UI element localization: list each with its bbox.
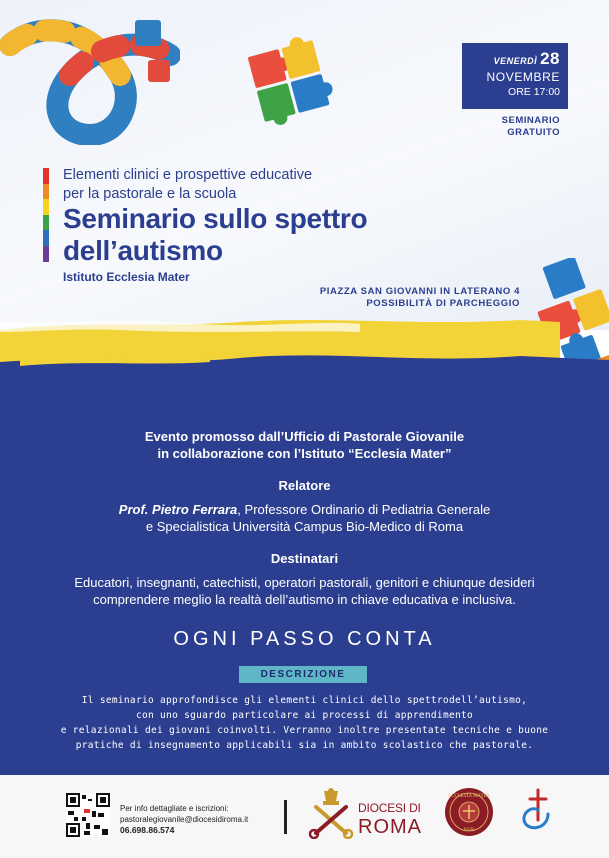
audience-text: Educatori, insegnanti, catechisti, operatori pastorali, genitori e chiunque desideri comprendere meglio la realtà dell’autismo in chiave educativa e inclusiva.	[74, 575, 535, 607]
diocesi-logo-text: DIOCESI DI ROMA	[358, 801, 422, 838]
audience-heading: Destinatari	[270, 551, 339, 566]
speaker-role: , Professore Ordinario di Pediatria Generale	[237, 502, 491, 517]
description-badge: DESCRIZIONE	[239, 666, 367, 683]
brush-stroke	[0, 310, 609, 400]
event-time: ORE 17:00	[508, 86, 560, 98]
puzzle-pieces-icon	[236, 32, 346, 137]
promoter-text: Evento promosso dall’Ufficio di Pastorale Giovanile in collaborazione con l’Istituto “Ecclesia Mater”	[144, 429, 465, 461]
contact-email[interactable]: pastoralegiovanile@diocesidiroma.it	[120, 815, 249, 824]
papal-keys-icon	[306, 787, 356, 839]
speaker-info: Prof. Pietro Ferrara, Professore Ordinario di Pediatria Generale e Specialistica Università Campus Bio-Medico di Roma	[118, 502, 491, 534]
event-day: 28	[540, 49, 560, 68]
contact-info: Per info dettagliate e iscrizioni: pastoralegiovanile@diocesidiroma.it 06.698.86.574	[120, 804, 249, 835]
motto: OGNI PASSO CONTA	[173, 628, 436, 650]
free-seminar-label: SEMINARIO GRATUITO	[501, 115, 560, 138]
page-title: Seminario sullo spettro dell’autismo	[63, 203, 368, 266]
rainbow-bar	[43, 168, 49, 262]
date-box	[462, 43, 568, 109]
event-month: NOVEMBRE	[486, 70, 560, 84]
ecclesia-mater-seal-icon	[444, 787, 494, 837]
description-text: Il seminario approfondisce gli elementi clinici dello spettrodell’autismo, con uno sguardo particolare ai processi di apprendimento e relazionali dei giovani coinvolti. Verranno inoltre presentate tecniche e buone pratiche di insegnamento applicabili sia in ambito scolastico che pastorale.	[60, 695, 549, 751]
speaker-heading: Relatore	[278, 478, 331, 493]
event-weekday: VENERDÌ	[493, 56, 538, 66]
institute-name: Istituto Ecclesia Mater	[63, 270, 190, 284]
svg-text:ISSR: ISSR	[463, 828, 475, 833]
pastorale-giovanile-logo-icon	[518, 786, 554, 838]
venue-address: PIAZZA SAN GIOVANNI IN LATERANO 4 POSSIBILITÀ DI PARCHEGGIO	[319, 286, 520, 309]
speaker-name: Prof. Pietro Ferrara	[118, 502, 238, 517]
subtitle: Elementi clinici e prospettive educative per la pastorale e la scuola	[63, 167, 313, 202]
qr-code-icon[interactable]	[66, 793, 110, 837]
divider	[284, 800, 287, 834]
contact-phone[interactable]: 06.698.86.574	[120, 825, 175, 835]
svg-text:ECCLESIA MATER: ECCLESIA MATER	[448, 794, 490, 799]
puzzle-ribbon-icon	[0, 15, 180, 145]
